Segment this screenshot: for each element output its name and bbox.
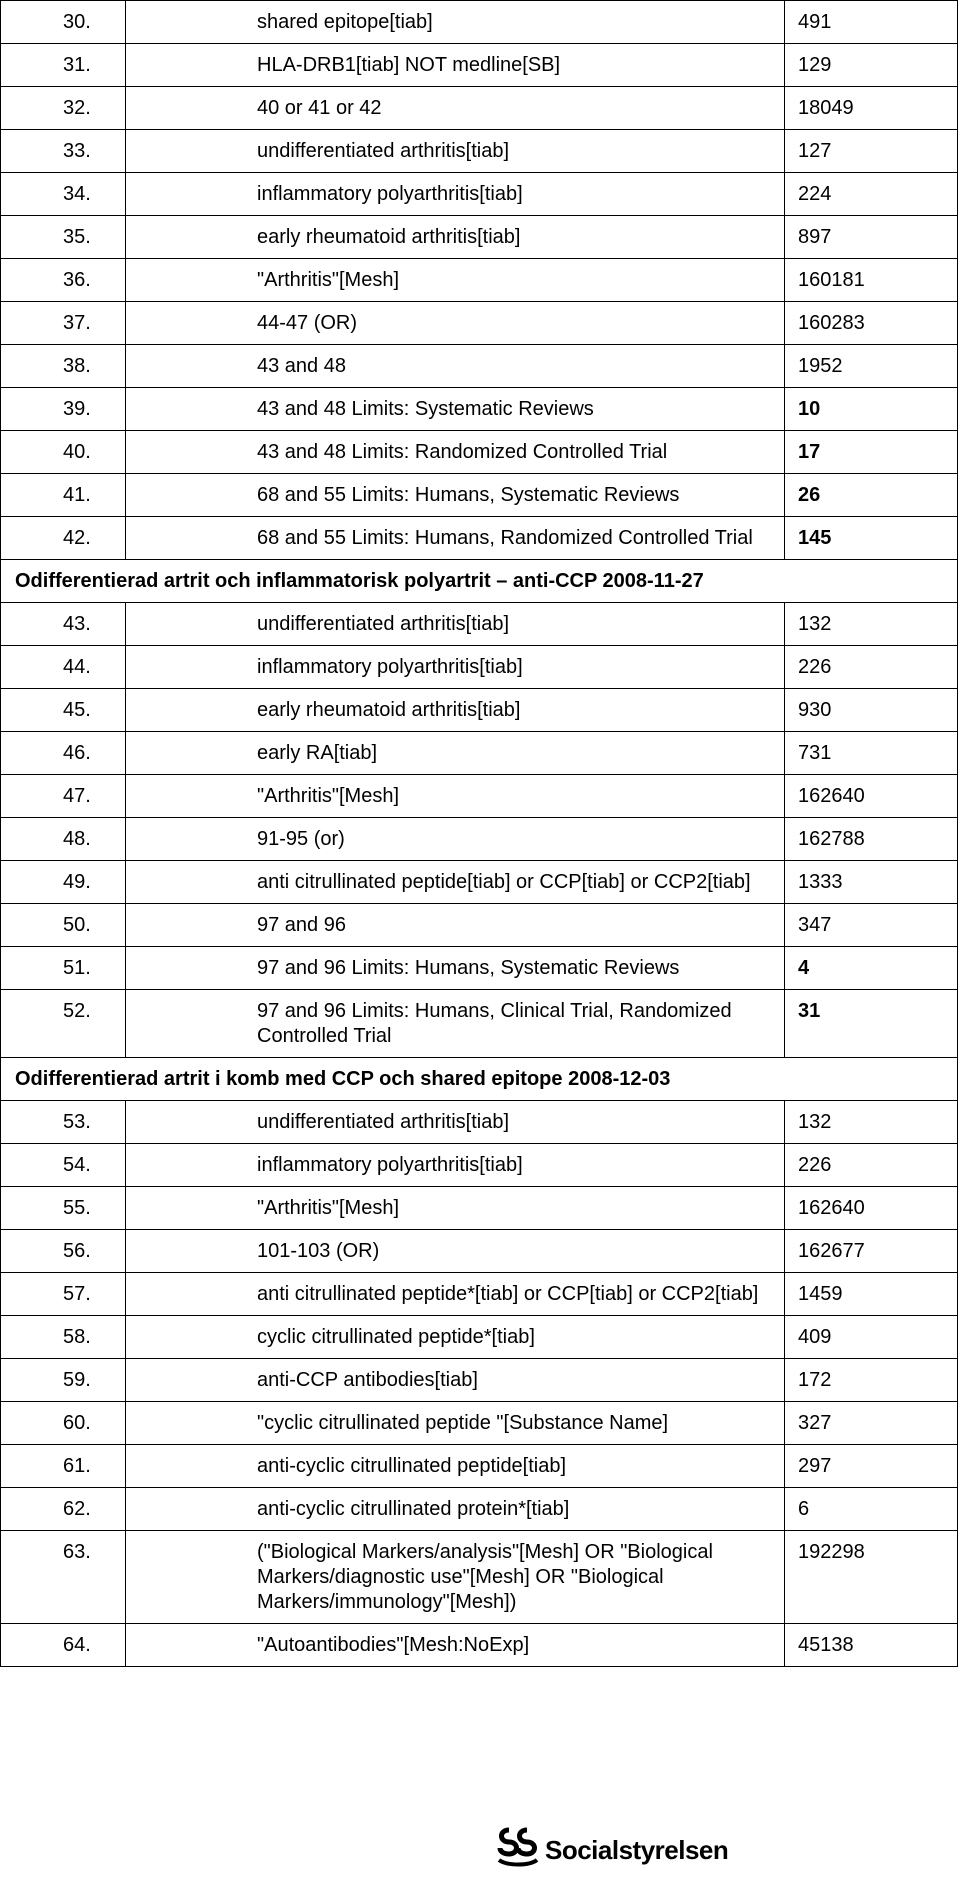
search-query: undifferentiated arthritis[tiab] (126, 1101, 785, 1144)
table-row (1, 259, 958, 302)
result-count: 224 (785, 173, 958, 216)
search-query: "Arthritis"[Mesh] (126, 1187, 785, 1230)
search-query: "Arthritis"[Mesh] (126, 775, 785, 818)
result-count: 18049 (785, 87, 958, 130)
row-number: 55. (1, 1187, 126, 1230)
table-row (1, 87, 958, 130)
result-count: 129 (785, 44, 958, 87)
row-number: 38. (1, 345, 126, 388)
result-count: 226 (785, 646, 958, 689)
result-count: 4 (785, 947, 958, 990)
table-row (1, 904, 958, 947)
table-row (1, 474, 958, 517)
search-query: inflammatory polyarthritis[tiab] (126, 1144, 785, 1187)
table-row (1, 345, 958, 388)
row-number: 58. (1, 1316, 126, 1359)
row-number: 53. (1, 1101, 126, 1144)
row-number: 44. (1, 646, 126, 689)
search-query: inflammatory polyarthritis[tiab] (126, 646, 785, 689)
result-count: 297 (785, 1445, 958, 1488)
row-number: 60. (1, 1402, 126, 1445)
table-row (1, 1144, 958, 1187)
table-row (1, 1531, 958, 1624)
search-query: 91-95 (or) (126, 818, 785, 861)
result-count: 45138 (785, 1624, 958, 1667)
result-count: 1459 (785, 1273, 958, 1316)
result-count: 327 (785, 1402, 958, 1445)
table-row (1, 947, 958, 990)
table-row (1, 431, 958, 474)
row-number: 52. (1, 990, 126, 1058)
table-row (1, 388, 958, 431)
result-count: 192298 (785, 1531, 958, 1624)
result-count: 26 (785, 474, 958, 517)
result-count: 17 (785, 431, 958, 474)
result-count: 897 (785, 216, 958, 259)
result-count: 160283 (785, 302, 958, 345)
search-query: 68 and 55 Limits: Humans, Randomized Controlled Trial (126, 517, 785, 560)
result-count: 132 (785, 1101, 958, 1144)
search-query: 43 and 48 Limits: Randomized Controlled Trial (126, 431, 785, 474)
result-count: 491 (785, 1, 958, 44)
row-number: 39. (1, 388, 126, 431)
table-row (1, 1402, 958, 1445)
table-row (1, 302, 958, 345)
row-number: 30. (1, 1, 126, 44)
row-number: 56. (1, 1230, 126, 1273)
search-query: 97 and 96 (126, 904, 785, 947)
table-row (1, 1101, 958, 1144)
row-number: 43. (1, 603, 126, 646)
table-row (1, 216, 958, 259)
search-query: 101-103 (OR) (126, 1230, 785, 1273)
table-row (1, 1, 958, 44)
row-number: 59. (1, 1359, 126, 1402)
result-count: 6 (785, 1488, 958, 1531)
table-row (1, 517, 958, 560)
search-query: "cyclic citrullinated peptide "[Substance Name] (126, 1402, 785, 1445)
search-query: anti citrullinated peptide[tiab] or CCP[tiab] or CCP2[tiab] (126, 861, 785, 904)
row-number: 31. (1, 44, 126, 87)
table-row (1, 1187, 958, 1230)
table-row (1, 44, 958, 87)
search-query: anti-cyclic citrullinated peptide[tiab] (126, 1445, 785, 1488)
search-query: inflammatory polyarthritis[tiab] (126, 173, 785, 216)
row-number: 48. (1, 818, 126, 861)
row-number: 36. (1, 259, 126, 302)
result-count: 162677 (785, 1230, 958, 1273)
search-query: 40 or 41 or 42 (126, 87, 785, 130)
result-count: 162640 (785, 775, 958, 818)
result-count: 127 (785, 130, 958, 173)
table-row (1, 1273, 958, 1316)
result-count: 409 (785, 1316, 958, 1359)
search-query: anti-CCP antibodies[tiab] (126, 1359, 785, 1402)
result-count: 1952 (785, 345, 958, 388)
table-row (1, 603, 958, 646)
section-header: Odifferentierad artrit i komb med CCP och shared epitope 2008-12-03 (1, 1058, 958, 1101)
section-header-row (1, 560, 958, 603)
table-row (1, 1316, 958, 1359)
table-row (1, 646, 958, 689)
table-row (1, 689, 958, 732)
row-number: 51. (1, 947, 126, 990)
result-count: 132 (785, 603, 958, 646)
search-query: shared epitope[tiab] (126, 1, 785, 44)
search-query: early RA[tiab] (126, 732, 785, 775)
table-row (1, 732, 958, 775)
result-count: 347 (785, 904, 958, 947)
search-query: 43 and 48 Limits: Systematic Reviews (126, 388, 785, 431)
table-row (1, 1359, 958, 1402)
result-count: 162640 (785, 1187, 958, 1230)
row-number: 34. (1, 173, 126, 216)
search-query: 44-47 (OR) (126, 302, 785, 345)
row-number: 64. (1, 1624, 126, 1667)
row-number: 45. (1, 689, 126, 732)
search-query: 68 and 55 Limits: Humans, Systematic Reviews (126, 474, 785, 517)
row-number: 47. (1, 775, 126, 818)
row-number: 57. (1, 1273, 126, 1316)
result-count: 731 (785, 732, 958, 775)
result-count: 1333 (785, 861, 958, 904)
result-count: 31 (785, 990, 958, 1058)
table-row (1, 1488, 958, 1531)
logo-text: Socialstyrelsen (545, 1835, 729, 1865)
table-row (1, 1230, 958, 1273)
search-query: "Arthritis"[Mesh] (126, 259, 785, 302)
search-query: 97 and 96 Limits: Humans, Clinical Trial, Randomized Controlled Trial (126, 990, 785, 1058)
search-query: early rheumatoid arthritis[tiab] (126, 216, 785, 259)
table-row (1, 1445, 958, 1488)
table-row (1, 1624, 958, 1667)
result-count: 226 (785, 1144, 958, 1187)
search-query: 97 and 96 Limits: Humans, Systematic Reviews (126, 947, 785, 990)
result-count: 172 (785, 1359, 958, 1402)
table-row (1, 775, 958, 818)
table-row (1, 130, 958, 173)
result-count: 160181 (785, 259, 958, 302)
table-body (1, 1, 958, 1667)
search-query: undifferentiated arthritis[tiab] (126, 603, 785, 646)
row-number: 35. (1, 216, 126, 259)
row-number: 63. (1, 1531, 126, 1624)
search-query: "Autoantibodies"[Mesh:NoExp] (126, 1624, 785, 1667)
row-number: 62. (1, 1488, 126, 1531)
section-header: Odifferentierad artrit och inflammatorisk polyartrit – anti-CCP 2008-11-27 (1, 560, 958, 603)
socialstyrelsen-logo-icon (495, 1824, 541, 1870)
row-number: 42. (1, 517, 126, 560)
row-number: 46. (1, 732, 126, 775)
search-query: 43 and 48 (126, 345, 785, 388)
row-number: 37. (1, 302, 126, 345)
search-query: ("Biological Markers/analysis"[Mesh] OR "Biological Markers/diagnostic use"[Mesh] OR "Biological Markers/immunology"[Mesh]) (126, 1531, 785, 1624)
row-number: 32. (1, 87, 126, 130)
search-query: HLA-DRB1[tiab] NOT medline[SB] (126, 44, 785, 87)
search-query: cyclic citrullinated peptide*[tiab] (126, 1316, 785, 1359)
section-header-row (1, 1058, 958, 1101)
row-number: 54. (1, 1144, 126, 1187)
row-number: 61. (1, 1445, 126, 1488)
row-number: 50. (1, 904, 126, 947)
search-query: anti-cyclic citrullinated protein*[tiab] (126, 1488, 785, 1531)
search-query: early rheumatoid arthritis[tiab] (126, 689, 785, 732)
search-query: undifferentiated arthritis[tiab] (126, 130, 785, 173)
result-count: 162788 (785, 818, 958, 861)
table-row (1, 818, 958, 861)
socialstyrelsen-logo (495, 1824, 729, 1870)
result-count: 10 (785, 388, 958, 431)
row-number: 40. (1, 431, 126, 474)
search-query: anti citrullinated peptide*[tiab] or CCP[tiab] or CCP2[tiab] (126, 1273, 785, 1316)
table-row (1, 990, 958, 1058)
row-number: 41. (1, 474, 126, 517)
result-count: 930 (785, 689, 958, 732)
table-row (1, 173, 958, 216)
table-row (1, 861, 958, 904)
row-number: 49. (1, 861, 126, 904)
row-number: 33. (1, 130, 126, 173)
result-count: 145 (785, 517, 958, 560)
